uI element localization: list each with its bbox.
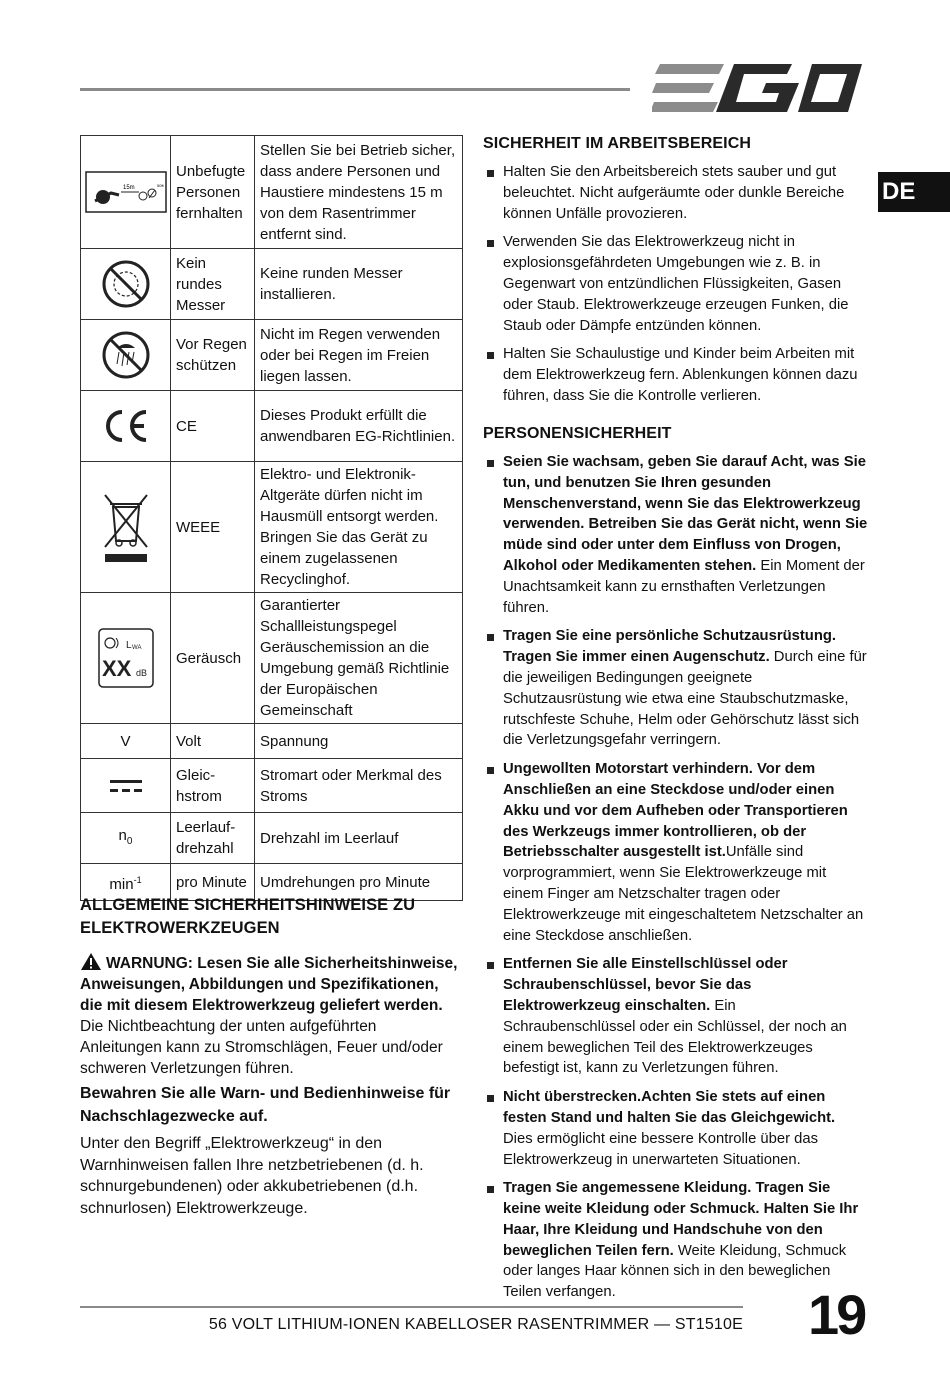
svg-text:XX: XX	[101, 656, 131, 681]
symbol-name: CE	[171, 391, 255, 462]
page-number: 19	[808, 1283, 865, 1346]
general-safety-title: ALLGEMEINE SICHERHEITSHINWEISE ZU ELEKTROWERKZEUGEN	[80, 896, 416, 937]
symbol-name: Vor Regen schützen	[171, 320, 255, 391]
symbol-name: pro Minute	[171, 864, 255, 901]
list-item: Entfernen Sie alle Einstellschlüssel oder Schraubenschlüssel, bevor Sie das Elektrowerkzeug einschalten. Ein Schraubenschlüssel oder ein Schlüssel, der noch an einem beweglichen Teil des Elektrowerkzeuges befestigt ist, kann zu Verletzungen führen.	[483, 954, 868, 1079]
direct-current-icon	[81, 759, 171, 813]
footer-title: 56 VOLT LITHIUM-IONEN KABELLOSER RASENTRIMMER — ST1510E	[208, 1316, 743, 1333]
symbol-description: Dieses Produkt erfüllt die anwendbaren EG-Richtlinien.	[255, 391, 463, 462]
work-area-list	[483, 162, 868, 415]
list-item: Tragen Sie angemessene Kleidung. Tragen Sie keine weite Kleidung oder Schmuck. Halten Sie Ihr Haar, Ihre Kleidung und Handschuhe von den beweglichen Teilen fern. Weite Kleidung, Schmuck oder langes Haar können sich in den beweglichen Teilen verfangen.	[483, 1178, 868, 1303]
list-item: Nicht überstrecken.Achten Sie stets auf einen festen Stand und halten Sie das Gleichgewicht. Dies ermöglicht eine bessere Kontrolle über das Elektrowerkzeug in unerwarteten Situationen.	[483, 1087, 868, 1170]
header-rule	[80, 88, 630, 91]
table-row	[81, 759, 463, 813]
warning-heading	[80, 955, 197, 972]
noise-level-icon	[81, 593, 171, 724]
warning-bold-text: Lesen Sie alle Sicherheitshinweise, Anweisungen, Abbildungen und Spezifikationen, die mit diesem Elektrowerkzeug geliefert werden.	[80, 955, 458, 1014]
symbol-description: Stromart oder Merkmal des Stroms	[255, 759, 463, 813]
svg-text:50ft: 50ft	[156, 183, 164, 188]
table-row	[81, 724, 463, 759]
definition-text: Unter den Begriff „Elektrowerkzeug“ in den Warnhinweisen fallen Ihre netzbetriebenen (d. h. schnurgebundenen) oder akkubetriebenen (d.h. schnurlosen) Elektrowerkzeuge.	[80, 1135, 424, 1217]
per-minute-symbol: $\min^{-1}$	[81, 864, 171, 901]
list-item: Verwenden Sie das Elektrowerkzeug nicht in explosionsgefährdeten Umgebungen wie z. B. in Gegenwart von entzündlichen Flüssigkeiten, Gasen oder Staub. Elektrowerkzeuge erzeugen Funken, die Staub oder Dämpfe entzünden können.	[483, 232, 868, 336]
symbol-name: WEEE	[171, 462, 255, 593]
svg-text:15m: 15m	[122, 185, 135, 191]
symbol-name: Geräusch	[171, 593, 255, 724]
table-row	[81, 813, 463, 864]
list-item: Tragen Sie eine persönliche Schutzausrüstung. Tragen Sie immer einen Augenschutz. Durch eine für die jeweiligen Bedingungen geeignete Schutzausrüstung wie etwa eine Staubschutzmaske, rutschfeste Schuhe, Helm oder Gehörschutz lässt sich die Verletzungsgefahr verringern.	[483, 626, 868, 751]
symbol-name: Leerlauf-drehzahl	[171, 813, 255, 864]
work-area-title: SICHERHEIT IM ARBEITSBEREICH	[483, 135, 752, 152]
ego-logo	[652, 64, 862, 112]
weee-bin-icon	[81, 462, 171, 593]
symbol-description: Nicht im Regen verwenden oder bei Regen im Freien liegen lassen.	[255, 320, 463, 391]
symbol-name: Unbefugte Personen fernhalten	[171, 136, 255, 249]
symbol-description: Keine runden Messer installieren.	[255, 249, 463, 320]
table-row	[81, 249, 463, 320]
warning-block	[80, 952, 460, 1079]
no-round-blade-icon	[81, 249, 171, 320]
warning-label: WARNUNG:	[106, 955, 193, 972]
footer-rule	[80, 1306, 743, 1308]
symbol-name: Gleic-hstrom	[171, 759, 255, 813]
list-item: Seien Sie wachsam, geben Sie darauf Acht, was Sie tun, und benutzen Sie Ihren gesunden Menschenverstand, wenn Sie das Elektrowerkzeug verwenden. Betreiben Sie das Gerät nicht, wenn Sie müde sind oder unter dem Einfluss von Drogen, Alkohol oder Medikamenten stehen. Ein Moment der Unachtsamkeit kann zu ernsthaften Verletzungen führen.	[483, 452, 868, 618]
table-row	[81, 391, 463, 462]
symbol-description: Elektro- und Elektronik-Altgeräte dürfen nicht im Hausmüll entsorgt werden. Bringen Sie das Gerät zu einem zugelassenen Recyclinghof.	[255, 462, 463, 593]
symbol-description: Spannung	[255, 724, 463, 759]
ce-mark-icon	[81, 391, 171, 462]
symbol-description: Umdrehungen pro Minute	[255, 864, 463, 901]
symbols-table	[80, 135, 463, 901]
list-item: Halten Sie Schaulustige und Kinder beim Arbeiten mit dem Elektrowerkzeug fern. Ablenkungen können dazu führen, dass Sie die Kontrolle verlieren.	[483, 344, 868, 406]
personal-safety-list	[483, 452, 868, 1311]
personal-safety-title: PERSONENSICHERHEIT	[483, 425, 672, 442]
idle-speed-symbol: $n_0$	[81, 813, 171, 864]
symbol-description: Drehzahl im Leerlauf	[255, 813, 463, 864]
no-rain-icon	[81, 320, 171, 391]
symbol-description: Stellen Sie bei Betrieb sicher, dass andere Personen und Haustiere mindestens 15 m von dem Rasentrimmer entfernt sind.	[255, 136, 463, 249]
language-tab: DE	[878, 172, 950, 212]
svg-text:L: L	[125, 640, 132, 651]
svg-text:WA: WA	[131, 645, 141, 651]
svg-text:dB: dB	[135, 668, 147, 678]
keep-notes-text: Bewahren Sie alle Warn- und Bedienhinweise für Nachschlagezwecke auf.	[80, 1085, 451, 1125]
list-item: Halten Sie den Arbeitsbereich stets sauber und gut beleuchtet. Nicht aufgeräumte oder dunkle Bereiche können Unfälle provozieren.	[483, 162, 868, 224]
table-row	[81, 320, 463, 391]
table-row	[81, 593, 463, 724]
warning-text: Die Nichtbeachtung der unten aufgeführten Anleitungen kann zu Stromschlägen, Feuer und/oder schweren Verletzungen führen.	[80, 1018, 443, 1077]
volt-symbol: V	[81, 724, 171, 759]
list-item: Ungewollten Motorstart verhindern. Vor dem Anschließen an eine Steckdose und/oder einen Akku und vor dem Aufheben oder Transportieren des Werkzeugs immer kontrollieren, ob der Betriebsschalter ausgestellt ist.Unfälle sind vorprogrammiert, wenn Sie Elektrowerkzeuge mit einem Finger am Netzschalter tragen oder Elektrowerkzeuge mit eingeschaltetem Netzschalter an eine Steckdose anschließen.	[483, 759, 868, 946]
bystander-15m-icon	[81, 136, 171, 249]
warning-triangle-icon	[80, 952, 102, 971]
table-row	[81, 136, 463, 249]
symbol-description: Garantierter Schallleistungspegel Geräuschemission an die Umgebung gemäß Richtlinie der Europäischen Gemeinschaft	[255, 593, 463, 724]
symbol-name: Volt	[171, 724, 255, 759]
table-row	[81, 462, 463, 593]
symbol-name: Kein rundes Messer	[171, 249, 255, 320]
